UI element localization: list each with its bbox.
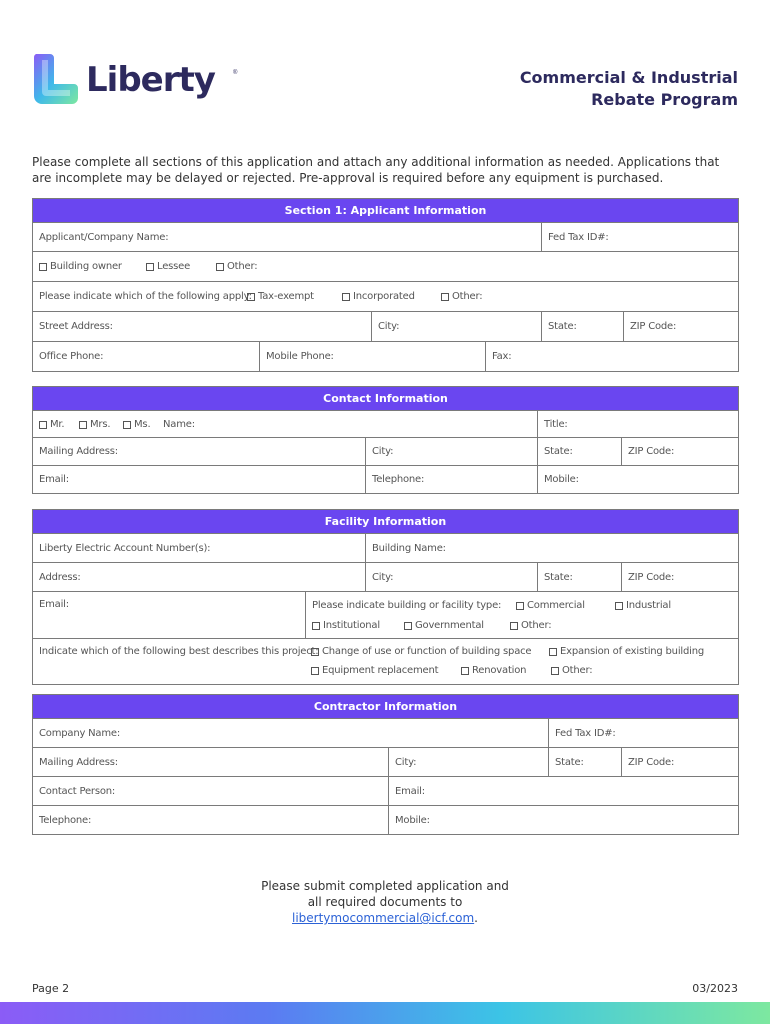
- submit-instructions: [0, 878, 770, 926]
- contact-zip-field[interactable]: ZIP Code:: [621, 438, 738, 465]
- checkbox-icon: [311, 648, 319, 656]
- contractor-email-field[interactable]: Email:: [388, 777, 738, 805]
- change-of-use-checkbox[interactable]: Change of use or function of building space: [311, 646, 531, 657]
- checkbox-icon: [39, 263, 47, 271]
- page-number: Page 2: [32, 982, 70, 995]
- contact-email-field[interactable]: Email:: [39, 474, 69, 485]
- field-label: Applicant/Company Name:: [39, 231, 169, 243]
- row-contractor-mailing: [33, 747, 738, 776]
- row-facility-address: [33, 562, 738, 591]
- checkbox-icon: [510, 622, 518, 630]
- applicant-name-field[interactable]: [33, 223, 541, 251]
- office-phone-field[interactable]: Office Phone:: [39, 351, 104, 362]
- street-address-field[interactable]: Street Address:: [39, 321, 113, 332]
- intro-text: Please complete all sections of this application and attach any additional information as needed. Applications that are incomplete may be delayed or rejected. Pre-approval is required before any equipment is purchased.: [32, 155, 720, 185]
- contractor-state-field[interactable]: State:: [548, 748, 621, 776]
- checkbox-icon: [404, 622, 412, 630]
- section-facility-information: [32, 509, 739, 685]
- project-description-label: Indicate which of the following best describes this project:: [39, 646, 319, 657]
- building-type-label: Please indicate building or facility type:: [312, 600, 502, 611]
- facility-email-field[interactable]: Email:: [39, 599, 69, 610]
- checkbox-icon: [516, 602, 524, 610]
- contractor-mobile-field[interactable]: Mobile:: [388, 806, 738, 834]
- contractor-mailing-address-field[interactable]: Mailing Address:: [39, 756, 118, 768]
- checkbox-icon: [123, 421, 131, 429]
- row-phones: [33, 341, 738, 371]
- contact-title-field[interactable]: Title:: [537, 411, 738, 437]
- revision-date: 03/2023: [692, 982, 738, 995]
- other-entity-checkbox[interactable]: Other:: [441, 291, 482, 302]
- building-owner-checkbox[interactable]: Building owner: [39, 261, 122, 272]
- liberty-logo-icon: [30, 52, 82, 106]
- renovation-checkbox[interactable]: Renovation: [461, 665, 526, 676]
- field-label: Fed Tax ID#:: [548, 231, 609, 243]
- row-contractor-company: [33, 718, 738, 747]
- row-contact-email: [33, 465, 738, 493]
- contact-city-field[interactable]: City:: [365, 438, 537, 465]
- checkbox-icon: [312, 622, 320, 630]
- checkbox-icon: [615, 602, 623, 610]
- checkbox-icon: [551, 667, 559, 675]
- tax-exempt-checkbox[interactable]: Tax-exempt: [247, 291, 314, 302]
- commercial-checkbox[interactable]: Commercial: [516, 600, 585, 611]
- lessee-checkbox[interactable]: Lessee: [146, 261, 190, 272]
- section-applicant-information: [32, 198, 739, 372]
- contractor-contact-person-field[interactable]: Contact Person:: [39, 785, 116, 797]
- checkbox-icon: [549, 648, 557, 656]
- row-entity-type: [33, 281, 738, 311]
- row-project-description: [33, 638, 738, 684]
- section-contact-information: [32, 386, 739, 494]
- indicate-apply-label: Please indicate which of the following apply:: [39, 291, 252, 302]
- other-facility-type-checkbox[interactable]: Other:: [510, 620, 551, 631]
- checkbox-icon: [311, 667, 319, 675]
- row-ownership: [33, 251, 738, 281]
- checkbox-icon: [216, 263, 224, 271]
- contractor-city-field[interactable]: City:: [388, 748, 548, 776]
- contractor-telephone-field[interactable]: Telephone:: [39, 814, 92, 826]
- period: .: [474, 911, 478, 925]
- checkbox-icon: [146, 263, 154, 271]
- title-line-2: Rebate Program: [591, 90, 738, 109]
- governmental-checkbox[interactable]: Governmental: [404, 620, 484, 631]
- incorporated-checkbox[interactable]: Incorporated: [342, 291, 415, 302]
- row-contact-mailing: [33, 437, 738, 465]
- facility-address-field[interactable]: Address:: [39, 571, 81, 583]
- liberty-logo: [30, 52, 238, 112]
- brand-name: Liberty: [86, 60, 215, 100]
- city-field[interactable]: City:: [371, 312, 541, 341]
- row-contractor-contact: [33, 776, 738, 805]
- title-line-1: Commercial & Industrial: [519, 68, 738, 87]
- account-numbers-field[interactable]: Liberty Electric Account Number(s):: [39, 542, 211, 554]
- contractor-zip-field[interactable]: ZIP Code:: [621, 748, 738, 776]
- equipment-replacement-checkbox[interactable]: Equipment replacement: [311, 665, 438, 676]
- facility-type-group: [305, 592, 738, 638]
- state-field[interactable]: State:: [541, 312, 623, 341]
- building-name-field[interactable]: Building Name:: [365, 534, 738, 562]
- mrs-checkbox[interactable]: Mrs.: [79, 419, 110, 430]
- section-header: Contact Information: [33, 387, 738, 410]
- checkbox-icon: [79, 421, 87, 429]
- contact-state-field[interactable]: State:: [537, 438, 621, 465]
- industrial-checkbox[interactable]: Industrial: [615, 600, 671, 611]
- zip-code-field[interactable]: ZIP Code:: [623, 312, 738, 341]
- contact-name-field[interactable]: Name:: [163, 419, 195, 430]
- contact-mailing-address-field[interactable]: Mailing Address:: [39, 446, 118, 457]
- checkbox-icon: [247, 293, 255, 301]
- registered-mark: ®: [233, 70, 238, 76]
- row-contractor-phone: [33, 805, 738, 834]
- contact-telephone-field[interactable]: Telephone:: [365, 466, 537, 493]
- submission-email-link[interactable]: libertymocommercial@icf.com: [292, 911, 475, 925]
- row-facility-type: [33, 591, 738, 638]
- section-header: Section 1: Applicant Information: [33, 199, 738, 222]
- checkbox-icon: [342, 293, 350, 301]
- other-ownership-checkbox[interactable]: Other:: [216, 261, 257, 272]
- facility-zip-field[interactable]: ZIP Code:: [621, 563, 738, 591]
- fed-tax-id-field[interactable]: [541, 223, 738, 251]
- facility-city-field[interactable]: City:: [365, 563, 537, 591]
- row-contact-name: [33, 410, 738, 437]
- row-facility-account: [33, 533, 738, 562]
- submit-line-1: Please submit completed application and: [261, 879, 509, 893]
- checkbox-icon: [461, 667, 469, 675]
- footer-gradient-bar: [0, 1002, 770, 1024]
- row-street-address: [33, 311, 738, 341]
- section-contractor-information: [32, 694, 739, 835]
- contact-mobile-field[interactable]: Mobile:: [537, 466, 738, 493]
- submit-line-3: [0, 910, 770, 926]
- row-applicant-name: [33, 222, 738, 251]
- institutional-checkbox[interactable]: Institutional: [312, 620, 380, 631]
- mr-checkbox[interactable]: Mr.: [39, 419, 64, 430]
- section-header: Contractor Information: [33, 695, 738, 718]
- checkbox-icon: [39, 421, 47, 429]
- checkbox-icon: [441, 293, 449, 301]
- contractor-fed-tax-id-field[interactable]: Fed Tax ID#:: [548, 719, 738, 747]
- fax-field[interactable]: Fax:: [485, 342, 738, 371]
- section-header: Facility Information: [33, 510, 738, 533]
- expansion-checkbox[interactable]: Expansion of existing building: [549, 646, 704, 657]
- ms-checkbox[interactable]: Ms.: [123, 419, 150, 430]
- document-title: [520, 67, 738, 111]
- contractor-company-field[interactable]: Company Name:: [39, 727, 121, 739]
- submit-line-2: all required documents to: [307, 895, 463, 909]
- other-project-checkbox[interactable]: Other:: [551, 665, 592, 676]
- facility-state-field[interactable]: State:: [537, 563, 621, 591]
- mobile-phone-field[interactable]: Mobile Phone:: [259, 342, 485, 371]
